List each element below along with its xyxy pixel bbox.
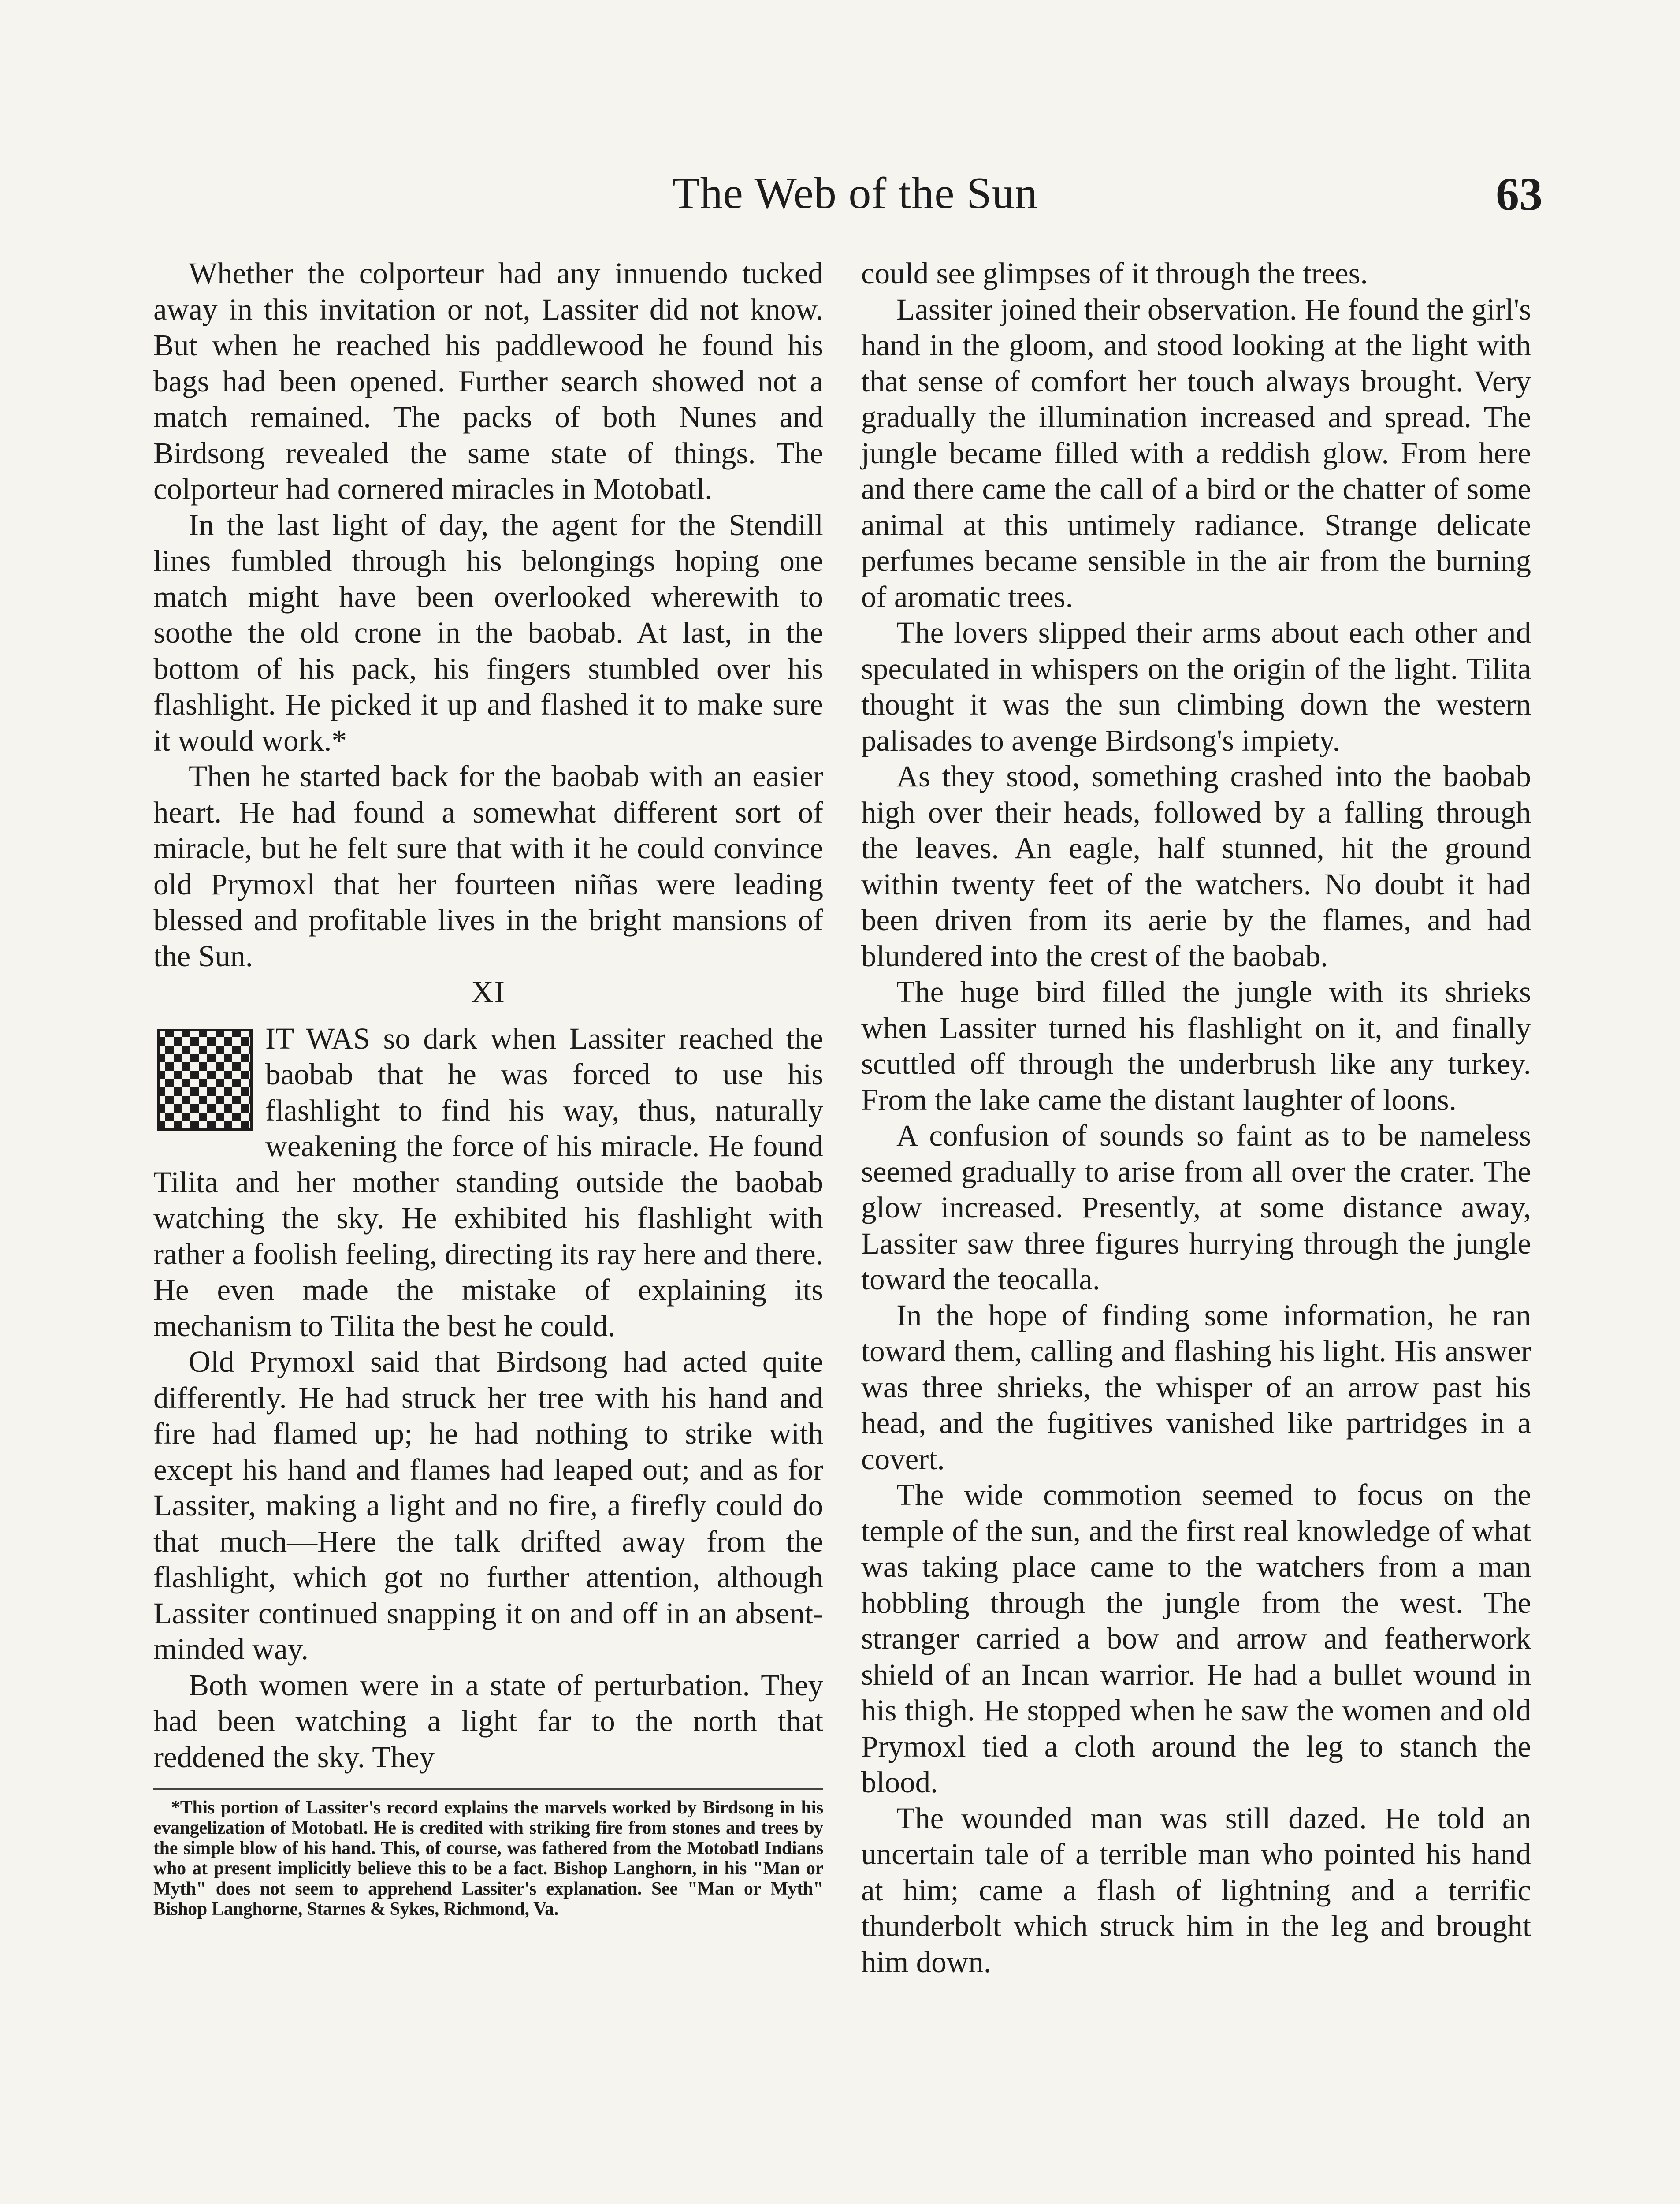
left-column	[153, 256, 823, 1919]
paragraph: As they stood, something crashed into the baobab high over their heads, followed by a falling through the leaves. An eagle, half stunned, hit the ground within twenty feet of the watchers. No doubt it had been driven from its aerie by the flames, and had blundered into the crest of the baobab.	[861, 759, 1531, 973]
paragraph: Then he started back for the baobab with an easier heart. He had found a somewhat different sort of miracle, but he felt sure that with it he could convince old Prymoxl that her fourteen niñas were leading blessed and profitable lives in the bright mansions of the Sun.	[153, 759, 823, 973]
dropcap-block	[153, 1021, 823, 1344]
paragraph: A confusion of sounds so faint as to be nameless seemed gradually to arise from all over the crater. The glow increased. Presently, at some distance away, Lassiter saw three figures hurrying through the jungle toward the teocalla.	[861, 1119, 1531, 1296]
paragraph: The wounded man was still dazed. He told an uncertain tale of a terrible man who pointed his hand at him; came a flash of lightning and a terrific thunderbolt which struck him in the leg and brought him down.	[861, 1801, 1531, 1979]
paragraph: Both women were in a state of perturbation. They had been watching a light far to the north that reddened the sky. They	[153, 1668, 823, 1774]
right-column	[861, 256, 1531, 1980]
paragraph: Lassiter joined their observation. He found the girl's hand in the gloom, and stood looking at the light with that sense of comfort her touch always brought. Very gradually the illumination increased and spread. The jungle became filled with a reddish glow. From here and there came the call of a bird or the chatter of some animal at this untimely radiance. Strange delicate perfumes became sensible in the air from the burning of aromatic trees.	[861, 292, 1531, 614]
paragraph: The lovers slipped their arms about each other and speculated in whispers on the origin of the light. Tilita thought it was the sun climbing down the western palisades to avenge Birdsong's impiety.	[861, 616, 1531, 757]
paragraph: Whether the colporteur had any innuendo tucked away in this invitation or not, Lassiter did not know. But when he reached his paddlewood he found his bags had been opened. Further search showed not a match remained. The packs of both Nunes and Birdsong revealed the same state of things. The colporteur had cornered miracles in Motobatl.	[153, 257, 823, 506]
footnote: *This portion of Lassiter's record explains the marvels worked by Birdsong in his evangelization of Motobatl. He is credited with striking fire from stones and trees by the simple blow of his hand. This, of course, was fathered from the Motobatl Indians who at present implicitly believe this to be a fact. Bishop Langhorn, in his "Man or Myth" does not seem to apprehend Lassiter's explanation. See "Man or Myth" Bishop Langhorne, Starnes & Sykes, Richmond, Va.	[153, 1788, 823, 1919]
paragraph: Old Prymoxl said that Birdsong had acted quite differently. He had struck her tree with his hand and fire had flamed up; he had nothing to strike with except his hand and flames had leaped out; and as for Lassiter, making a light and no fire, a firefly could do that much—Here the talk drifted away from the flashlight, which got no further attention, although Lassiter continued snapping it on and off in an absent-minded way.	[153, 1345, 823, 1666]
paragraph: The wide commotion seemed to focus on the temple of the sun, and the first real knowledge of what was taking place came to the watchers from a man hobbling through the jungle from the west. The stranger carried a bow and arrow and featherwork shield of an Incan warrior. He had a bullet wound in his thigh. He stopped when he saw the women and old Prymoxl tied a cloth around the leg to stanch the blood.	[861, 1478, 1531, 1799]
paragraph: IT WAS so dark when Lassiter reached the baobab that he was forced to use his flashlight to find his way, thus, naturally weakening the force of his miracle. He found Tilita and her mother standing outside the baobab watching the sky. He exhibited his flashlight with rather a foolish feeling, directing its ray here and there. He even made the mistake of explaining its mechanism to Tilita the best he could.	[153, 1021, 823, 1343]
section-heading: XI	[471, 975, 505, 1009]
paragraph: In the hope of finding some information, he ran toward them, calling and flashing his light. His answer was three shrieks, the whisper of an arrow past his head, and the fugitives vanished like partridges in a covert.	[861, 1298, 1531, 1476]
paragraph: In the last light of day, the agent for the Stendill lines fumbled through his belongings hoping one match might have been overlooked wherewith to soothe the old crone in the baobab. At last, in the bottom of his pack, his fingers stumbled over his flashlight. He picked it up and flashed it to make sure it would work.*	[153, 508, 823, 757]
paragraph: The huge bird filled the jungle with its shrieks when Lassiter turned his flashlight on it, and finally scuttled off through the underbrush like any turkey. From the lake came the distant laughter of loons.	[861, 975, 1531, 1117]
page-number: 63	[1496, 168, 1542, 220]
running-title: The Web of the Sun	[672, 168, 1038, 218]
paragraph-continuation: could see glimpses of it through the trees.	[861, 257, 1368, 290]
ornamental-dropcap-icon	[153, 1025, 256, 1135]
